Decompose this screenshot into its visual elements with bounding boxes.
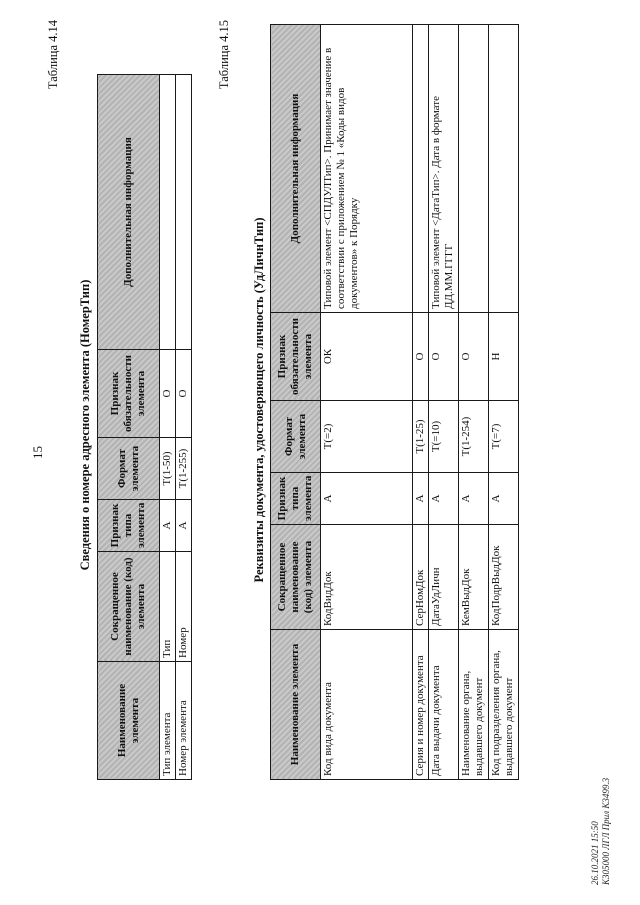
document-stamp	[590, 778, 612, 885]
table-414-label: Таблица 4.14	[46, 20, 60, 90]
table-cell: Типовой элемент <ДатаТип>. Дата в формате ДД.ММ.ГГГГ	[428, 25, 458, 313]
table-cell: О	[428, 313, 458, 401]
header-cell: Признак обязательности элемента	[98, 350, 160, 438]
table-cell: Дата выдачи документа	[428, 630, 458, 780]
table-row	[488, 25, 518, 780]
table-414	[97, 74, 192, 780]
table-cell: КемВыдДок	[458, 525, 488, 630]
table-cell: О	[175, 350, 191, 438]
table-row	[458, 25, 488, 780]
table-cell: А	[160, 500, 176, 552]
table-cell: Н	[488, 313, 518, 401]
table-cell: Типовой элемент <СПДУЛТип>. Принимает значение в соответствии с приложением № 1 «Коды видов документов» к Порядку	[321, 25, 413, 313]
table-cell: T(=10)	[428, 401, 458, 473]
table-row	[321, 25, 413, 780]
table-cell	[458, 25, 488, 313]
table-cell: T(1-255)	[175, 438, 191, 500]
stamp-line: К305000 ЛГЛ Прил К3499.3	[600, 777, 611, 885]
table-row	[160, 75, 176, 780]
header-cell: Формат элемента	[271, 401, 321, 473]
stamp-line: 26.10.2021 15:50	[590, 821, 600, 885]
table-cell: Код вида документа	[321, 630, 413, 780]
table-cell: КодПодрВыдДок	[488, 525, 518, 630]
page-number: 15	[30, 446, 45, 459]
table-cell	[413, 25, 429, 313]
table-cell: T(1-50)	[160, 438, 176, 500]
header-cell: Признак типа элемента	[98, 500, 160, 552]
table-cell: А	[321, 473, 413, 525]
table-cell: А	[428, 473, 458, 525]
table-cell: Тип	[160, 552, 176, 662]
table-415	[270, 24, 519, 780]
table-row	[413, 25, 429, 780]
header-cell: Признак типа элемента	[271, 473, 321, 525]
header-cell: Дополнительная информация	[271, 25, 321, 313]
table-cell: А	[413, 473, 429, 525]
header-cell: Формат элемента	[98, 438, 160, 500]
table-cell: СерНомДок	[413, 525, 429, 630]
table-cell: T(=7)	[488, 401, 518, 473]
table-cell: Номер	[175, 552, 191, 662]
table-cell: T(=2)	[321, 401, 413, 473]
header-cell: Сокращенное наименование (код) элемента	[271, 525, 321, 630]
table-415-title: Реквизиты документа, удостоверяющего личность (УдЛичнТип)	[252, 217, 266, 583]
table-cell: О	[160, 350, 176, 438]
table-cell	[175, 75, 191, 350]
header-cell: Наименование элемента	[98, 662, 160, 780]
table-header-row	[271, 25, 321, 780]
table-header-row	[98, 75, 160, 780]
header-cell: Дополнительная информация	[98, 75, 160, 350]
table-415-label: Таблица 4.15	[217, 20, 231, 90]
table-cell	[160, 75, 176, 350]
table-cell: T(1-25)	[413, 401, 429, 473]
table-cell: Наименование органа, выдавшего документ	[458, 630, 488, 780]
table-cell: А	[488, 473, 518, 525]
table-cell: О	[413, 313, 429, 401]
table-cell: ДатаУдЛичн	[428, 525, 458, 630]
table-row	[428, 25, 458, 780]
table-cell: А	[458, 473, 488, 525]
table-cell: Серия и номер документа	[413, 630, 429, 780]
table-cell: Тип элемента	[160, 662, 176, 780]
header-cell: Сокращенное наименование (код) элемента	[98, 552, 160, 662]
table-cell	[488, 25, 518, 313]
table-row	[175, 75, 191, 780]
table-cell: T(1-254)	[458, 401, 488, 473]
table-cell: О	[458, 313, 488, 401]
header-cell: Признак обязательности элемента	[271, 313, 321, 401]
table-cell: ОК	[321, 313, 413, 401]
table-414-title: Сведения о номере адресного элемента (НомерТип)	[78, 279, 92, 571]
table-cell: Номер элемента	[175, 662, 191, 780]
header-cell: Наименование элемента	[271, 630, 321, 780]
table-cell: КодВидДок	[321, 525, 413, 630]
table-cell: Код подразделения органа, выдавшего документ	[488, 630, 518, 780]
table-cell: А	[175, 500, 191, 552]
